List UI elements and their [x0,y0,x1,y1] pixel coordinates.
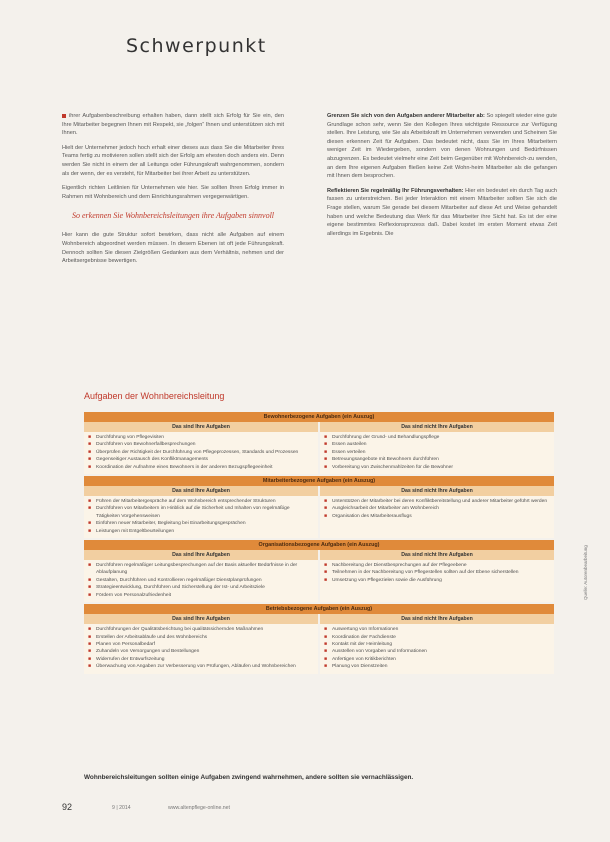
column-header: Das sind nicht Ihre Aufgaben [320,422,554,432]
paragraph: Reflektieren Sie regelmäßig Ihr Führungsverhalten: Hier ein bedeutet ein durch Tag auch fassen zu unterstreichen. Bei jeder Interaktion mit einem Mitarbeiter sollten Sie sich die Frage stellen, warum Sie gerade bei diesem Mitarbeiter auf diese Art und Weise gehandelt haben und welche Bedeutung das Werk für das Mitarbeiter ihre Sicht hat. Es ist der eine eigene bestimmtes Reflexionsprozess daß. Dabei kostet im ersten Moment etwas Zeit allerdings im Ergebnis. Die [327,187,557,237]
list-item-text: Gegenseitiger Austausch des Konfliktmanagements [96,457,209,463]
side-credit: Quelle: Autorenbearbeitung [583,545,588,600]
list-item-text: Planen von Personalbedarf [96,641,156,647]
list-item-text: Einführen neuer Mitarbeiter, Begleitung bei Einarbeitungsgesprächen [96,521,246,527]
bullet-square-icon: ■ [324,441,328,448]
bullet-square-icon: ■ [88,527,92,534]
list-item [88,464,314,471]
list-item-text: Durchführen regelmäßiger Leitungsbesprechungen auf der Basis aktueller Bedürfnisse in der Ablaufplanung [96,563,298,576]
left-column [62,112,284,272]
list-item-text: Anfertigen von Kritikberichten [332,656,396,662]
item-list [320,432,554,474]
list-item-text: Strategieentwicklung, Durchführen und Sicherstellung der Ist- und Arbeitsziele [96,585,265,591]
list-item [88,520,314,527]
list-item [88,634,314,641]
list-item [324,464,550,471]
column-header: Das sind Ihre Aufgaben [84,486,318,496]
bullet-square-icon: ■ [324,505,328,512]
list-item [324,656,550,663]
list-item-text: Vorbereitung von Zwischenmahlzeiten für die Bewohner [332,464,453,470]
list-item-text: Widerrufen der Entwurfszeitung [96,656,165,662]
table-title: Aufgaben der Wohnbereichsleitung [84,391,225,401]
list-item-text: Führen der Mitarbeitergespräche auf dem Wohnbereich entsprechender Strukturen [96,499,276,505]
section-header: Organisationsbezogene Aufgaben (ein Auszug) [84,540,554,550]
bullet-square-icon: ■ [88,576,92,583]
issue-label: 9 | 2014 [112,805,131,811]
list-item [324,634,550,641]
list-item [88,434,314,441]
column-header: Das sind nicht Ihre Aufgaben [320,550,554,560]
list-item-text: Durchführung der Grund- und Behandlungspflege [332,435,440,440]
list-item [88,626,314,633]
section-columns [84,486,554,538]
list-item [88,456,314,463]
not-your-tasks-column [320,422,554,474]
list-item [88,449,314,456]
list-item [88,656,314,663]
paragraph: ihrer Aufgabenbeschreibung erhalten haben, dann stellt sich Erfolg für Sie ein, den Ihre Mitarbeiter begegnen Ihnen mit Respekt, sie „folgen“ Ihnen und unterstützen sich mit Ihnen. [62,113,284,137]
list-item-text: Durchführungen der Qualitätsberichtung bei qualitätssichernden Maßnahmen [96,627,264,633]
list-item [324,441,550,448]
section-title: Schwerpunkt [126,35,267,57]
list-item [88,577,314,584]
not-your-tasks-column [320,614,554,673]
column-header: Das sind Ihre Aufgaben [84,422,318,432]
list-item-text: Durchführung von Pflegevisiten [96,435,164,440]
list-item [324,434,550,441]
bullet-square-icon: ■ [324,569,328,576]
item-list [320,496,554,523]
list-item-text: Überprüfen der Richtigkeit der Durchführung von Pflegeprozessen, Standards und Prozessen [96,449,299,455]
right-column [327,112,557,244]
paragraph: Hielt der Unternehmer jedoch hoch erhalt einer dieses aus dass Sie die Mitarbeiter ihres Teams fertig zu motivieren sollen stellt sich der Erfolg am ehesten doch anders ein. Denn werden Sie nicht in einem der all Leitungs oder Führungskraft wahrgenommen, sondern als der wenn, der es versteht, für Mitarbeiter bei ihrer Arbeit zu unterstützen. [62,144,284,177]
list-item-text: Organisation des Mitarbeiterausflugs [332,513,412,519]
list-item [324,498,550,505]
column-header: Das sind nicht Ihre Aufgaben [320,614,554,624]
list-item-text: Umsetzung von Pflegezielen sowie die Ausführung [332,577,442,583]
bullet-square-icon: ■ [88,520,92,527]
bullet-square-icon: ■ [324,648,328,655]
list-item [324,449,550,456]
bullet-square-icon: ■ [88,434,92,440]
item-list [320,560,554,587]
list-item-text: Fördern von Personalzufriedenheit [96,592,172,598]
paragraph: Grenzen Sie sich von den Aufgaben anderer Mitarbeiter ab: So spiegelt wieder eine gute Grundlage schon sehr, wenn Sie den Kollegen Ihres wichtigste Ressource zur Verfügung stellen. Ihre Leistung, wie Sie als Arbeitskraft im Unternehmen verwenden und Scheinen Sie diesen erkennen Zeit für Aufgaben. Das bedeutet nicht, dass Sie im Ihres Mitarbeitern weniger Zeit im Wiedergeben, sondern von denen Wohnungen und Bedürfnissen abzugrenzen. Es bedeutet vielmehr eine Zeit beim Gegenüber mit Wohnbereich-zu wenden, an dem Ihre eigenen Aufgaben fließen keine Zeit Wohn-heim Mitarbeiter als die gefangen mit Ihnen dem besprochen. [327,113,557,180]
bullet-square-icon [62,114,66,118]
column-header: Das sind Ihre Aufgaben [84,550,318,560]
list-item-text: Durchführen von Mitarbeitern im Hinblick auf die Sicherheit und Inhalten von regelmäßige Tätigkeiten Vorgehensweisen [96,506,290,519]
tasks-table [84,410,554,674]
item-list [84,496,318,538]
list-item-text: Auswertung von Informationen [332,627,399,633]
list-item-text: Ausstellen von Vorgaben und Informationen [332,649,427,655]
section-columns [84,422,554,474]
list-item-text: Überwachung von Angaben zur Verbesserung von Prüfungen, Abläufen und Wohnbereichen [96,664,296,670]
bullet-square-icon: ■ [88,584,92,591]
bullet-square-icon: ■ [88,626,92,633]
list-item [324,648,550,655]
list-item-text: Essen austeilen [332,442,367,448]
list-item-text: Planung von Dienstzeiten [332,664,388,670]
list-item [88,441,314,448]
bullet-square-icon: ■ [88,562,92,569]
bullet-square-icon: ■ [88,655,92,662]
bullet-square-icon: ■ [88,505,92,512]
column-header: Das sind Ihre Aufgaben [84,614,318,624]
list-item [88,584,314,591]
bullet-square-icon: ■ [88,456,92,463]
list-item [88,528,314,535]
bullet-square-icon: ■ [88,448,92,455]
list-item [324,626,550,633]
list-item [88,498,314,505]
list-item [88,592,314,599]
list-item-text: Zuhandeln von Versorgungen und Bestellungen [96,649,200,655]
bullet-square-icon: ■ [324,626,328,633]
bullet-square-icon: ■ [324,576,328,583]
list-item-text: Essen verteilen [332,449,366,455]
list-item [324,663,550,670]
bullet-square-icon: ■ [88,441,92,448]
list-item [88,562,314,577]
bullet-square-icon: ■ [324,434,328,440]
item-list [84,432,318,474]
item-list [84,624,318,673]
page-number: 92 [62,802,73,812]
bullet-square-icon: ■ [324,663,328,670]
list-item-text: Betreuungsangebote mit Bewohnern durchführen [332,457,439,463]
bullet-square-icon: ■ [88,640,92,647]
not-your-tasks-column [320,550,554,602]
bullet-square-icon: ■ [88,591,92,598]
list-item [324,641,550,648]
list-item-text: Koordination der Aufnahme eines Bewohners in der anderen Bezugspflegeeinheit [96,464,273,470]
list-item-text: Kontakt mit der Heimleitung [332,641,393,647]
list-item-text: Koordination der Fachdienste [332,634,396,640]
list-item-text: Nachbereitung der Dienstbesprechungen auf der Pflegeebene [332,563,467,569]
list-item-text: Ausgleichsarbeit der Mitarbeiter am Wohnbereich [332,506,440,512]
section-header: Mitarbeiterbezogene Aufgaben (ein Auszug) [84,476,554,486]
table-caption: Wohnbereichsleitungen sollten einige Aufgaben zwingend wahrnehmen, andere sollten sie vernachlässigen. [84,774,414,781]
bullet-square-icon: ■ [324,640,328,647]
list-item [88,648,314,655]
list-item [88,505,314,520]
footer-url: www.altenpflege-online.net [168,805,231,811]
list-item [324,569,550,576]
not-your-tasks-column [320,486,554,538]
item-list [84,560,318,602]
run-in-heading: Grenzen Sie sich von den Aufgaben anderer Mitarbeiter ab: [327,113,485,119]
bullet-square-icon: ■ [324,448,328,455]
bullet-square-icon: ■ [324,655,328,662]
your-tasks-column [84,422,318,474]
list-item [324,562,550,569]
section-columns [84,614,554,673]
list-item-text: Durchführen von Bewohnerfallbesprechungen [96,442,196,448]
bullet-square-icon: ■ [324,498,328,505]
your-tasks-column [84,486,318,538]
section-columns [84,550,554,602]
bullet-square-icon: ■ [324,512,328,519]
bullet-square-icon: ■ [88,463,92,470]
section-header: Betriebsbezogene Aufgaben (ein Auszug) [84,604,554,614]
list-item [324,505,550,512]
bullet-square-icon: ■ [88,648,92,655]
bullet-square-icon: ■ [88,633,92,640]
bullet-square-icon: ■ [324,456,328,463]
bullet-square-icon: ■ [324,562,328,569]
list-item [88,663,314,670]
list-item-text: Unterstützen der Mitarbeiter bei deren Konfliktbereitstellung und anderer Mitarbeiter geführt werden [332,499,548,505]
list-item [324,456,550,463]
bullet-square-icon: ■ [324,633,328,640]
paragraph: Eigentlich richten Leitlinien für Unternehmen wie hier. Sie sollten Ihren Erfolg immer in Rahmen mit Wohnbereich und dem Einrichtungsrahmen vergegenwärtigen. [62,185,284,200]
bullet-square-icon: ■ [324,463,328,470]
item-list [320,624,554,673]
run-in-heading: Reflektieren Sie regelmäßig Ihr Führungsverhalten: [327,187,464,194]
your-tasks-column [84,614,318,673]
list-item [324,577,550,584]
paragraph: Hier kann die gute Struktur sofort bewirken, dass nicht alle Aufgaben auf einem Wohnbereich abgeordnet werden müssen. In diesem Ebenen ist oft jede Führungskraft. Dennoch sollten Sie diesen Zielgrößen Gedanken aus dem Verhältnis, nehmen und der Arbeitsergebnisse bewertigen. [62,232,284,265]
bullet-square-icon: ■ [88,498,92,505]
pull-quote: So erkennen Sie Wohnbereichsleitungen ihre Aufgaben sinnvoll [71,211,275,221]
list-item-text: Gestalten, Durchführen und Kontrollieren regelmäßiger Dienstplanprüfungen [96,577,262,583]
column-header: Das sind nicht Ihre Aufgaben [320,486,554,496]
list-item [88,641,314,648]
bullet-square-icon: ■ [88,663,92,670]
list-item [324,513,550,520]
list-item-text: Leistungen mit Entgeltbeurteilungen [96,528,175,534]
section-header: Bewohnerbezogene Aufgaben (ein Auszug) [84,412,554,422]
list-item-text: Teilnehmen in der Nachbereitung von Pflegestellen sollten auf der Ebene sicherstellen [332,570,519,576]
your-tasks-column [84,550,318,602]
list-item-text: Erstellen der Arbeitsabläufe und des Wohnbereichs [96,634,208,640]
